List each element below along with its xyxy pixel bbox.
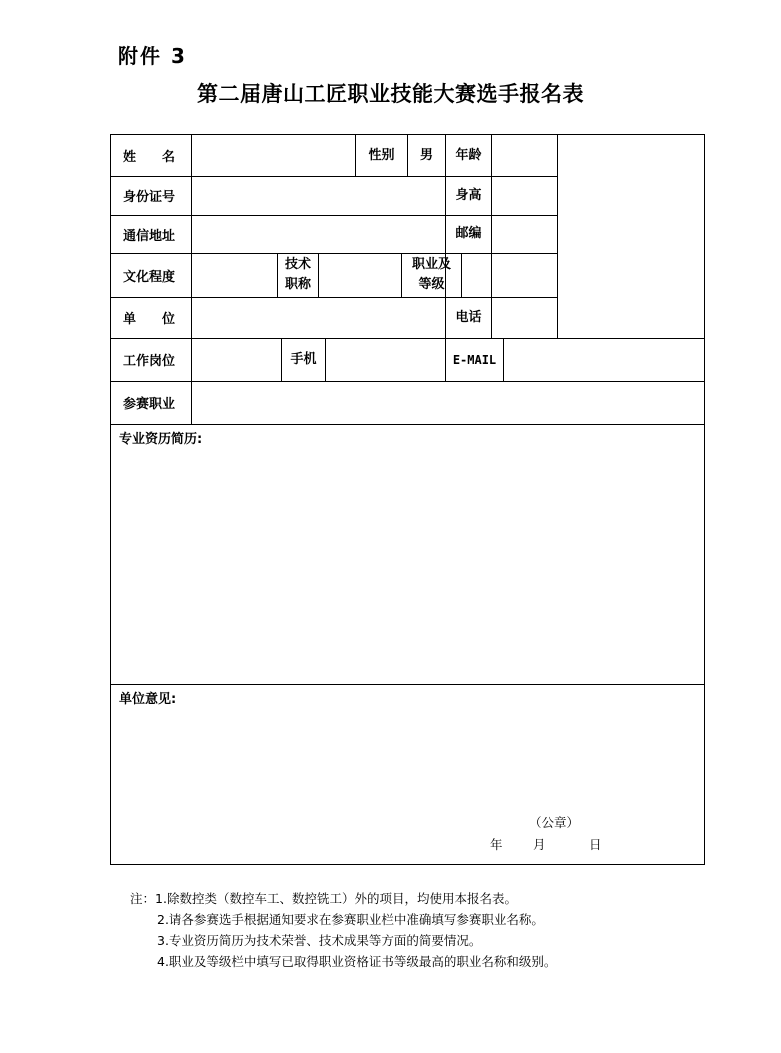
resume-label: 专业资历简历: (119, 431, 203, 447)
email-field[interactable] (504, 338, 704, 381)
unit-opinion-label: 单位意见: (119, 691, 177, 707)
level-label-line2: 等级 (418, 277, 445, 292)
id-number-label: 身份证号 (123, 190, 176, 205)
note-item-text: 1.除数控类（数控车工、数控铣工）外的项目，均使用本报名表。 (155, 891, 517, 906)
post-field[interactable] (192, 338, 281, 381)
postcode-field[interactable] (492, 215, 557, 253)
tech-title-label-line1: 技术 (284, 257, 311, 272)
notes-prefix: 注： (130, 891, 156, 906)
year-label: 年 (490, 837, 503, 852)
page-title: 第二届唐山工匠职业技能大赛选手报名表 (197, 82, 584, 106)
gender-value[interactable]: 男 (419, 147, 433, 163)
attachment-label: 附件 3 (118, 44, 187, 68)
day-label: 日 (589, 837, 602, 852)
mobile-field[interactable] (326, 338, 445, 381)
notes-section (130, 888, 556, 972)
note-item: 2.请各参赛选手根据通知要求在参赛职业栏中准确填写参赛职业名称。 (157, 912, 544, 927)
note-item: 4.职业及等级栏中填写已取得职业资格证书等级最高的职业名称和级别。 (157, 954, 557, 969)
month-label: 月 (533, 837, 546, 852)
height-label: 身高 (455, 187, 482, 203)
seal-label: （公章） (529, 815, 580, 830)
unit-label: 单 位 (123, 312, 176, 327)
post-label: 工作岗位 (123, 354, 176, 369)
age-label: 年龄 (455, 147, 482, 163)
level-label (402, 253, 461, 297)
phone-field[interactable] (492, 297, 557, 338)
level-field[interactable] (462, 253, 557, 297)
tech-title-field[interactable] (319, 253, 401, 297)
postcode-label: 邮编 (455, 226, 482, 241)
mobile-label: 手机 (290, 351, 317, 367)
education-field[interactable] (192, 253, 277, 297)
address-label: 通信地址 (123, 228, 176, 244)
age-field[interactable] (492, 135, 557, 176)
unit-opinion-field[interactable] (111, 707, 704, 807)
photo-box[interactable] (558, 135, 704, 338)
tech-title-label-line2: 职称 (284, 277, 311, 292)
level-label-line1: 职业及 (411, 257, 451, 272)
gender-label: 性别 (368, 147, 395, 163)
id-number-field[interactable] (192, 176, 445, 215)
resume-field[interactable] (111, 447, 704, 684)
profession-field[interactable] (192, 381, 704, 424)
unit-field[interactable] (192, 297, 445, 338)
phone-label: 电话 (455, 309, 482, 325)
address-field[interactable] (192, 215, 445, 253)
name-field[interactable] (192, 135, 355, 176)
profession-label: 参赛职业 (123, 397, 176, 412)
registration-form (110, 134, 705, 865)
tech-title-label (278, 253, 318, 297)
note-item (130, 888, 556, 909)
note-item: 3.专业资历简历为技术荣誉、技术成果等方面的简要情况。 (157, 933, 482, 948)
education-label: 文化程度 (123, 269, 176, 285)
email-label: E-MAIL (452, 352, 497, 367)
height-field[interactable] (492, 176, 557, 215)
name-label: 姓 名 (123, 150, 176, 165)
